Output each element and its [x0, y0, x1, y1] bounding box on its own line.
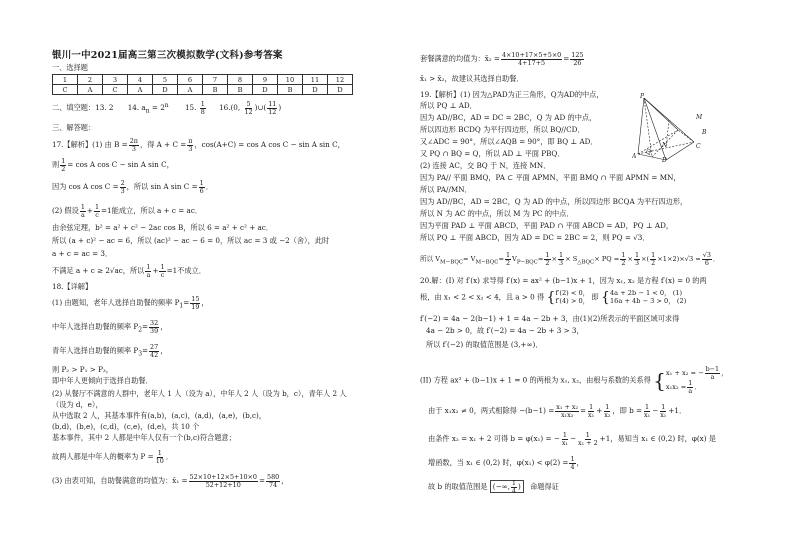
table-cell: 4 [128, 75, 153, 85]
edge-pa [638, 98, 644, 154]
q17-line-3: 因为 cos A cos C = $\frac{2}{3}$ ，所以 sin A sin C = $\frac{1}{6}$ ． [52, 179, 213, 195]
q17-line-5: 由余弦定理，b² = a² + c² − 2ac cos B，所以 6 = a² + c² + ac． [52, 223, 273, 232]
table-cell: 8 [228, 75, 253, 85]
q18-line-2: 中年人选择自助餐的频率 $P_2=$ $\frac{32}{39}$ ， [52, 319, 168, 335]
table-cell: C [103, 85, 128, 95]
table-cell: C [53, 85, 78, 95]
answer-table [52, 74, 353, 95]
q17-line-2: 则 $\frac{1}{2}$ = cos A cos C − sin A sin C， [52, 157, 174, 173]
label-n: N [662, 142, 668, 149]
table-cell: 12 [328, 75, 353, 85]
q18-line-8: 从中选取 2 人，其基本事件有(a,b)，(a,c)，(a,d)，(a,e)，(b,c)， [52, 411, 267, 420]
table-cell: B [278, 85, 303, 95]
label-m: M [696, 114, 703, 121]
q17-line-1: 17.【解析】(1) 由 B = $\frac{2\pi}{3}$ ，得 A + C = $\frac{\pi}{3}$ ，cos(A+C) = cos A cos C − sin A sin C， [52, 137, 345, 153]
q18-line-10: 基本事件，其中 2 人都是中年人仅有一个(b,c)符合题意； [52, 433, 236, 442]
q18-line-4: 则 P₂ > P₁ > P₃， [52, 365, 113, 374]
q19-heading: 19.【解析】(1) 因为△PAD为正三角形，Q为AD的中点， [420, 90, 604, 99]
table-cell: D [328, 85, 353, 95]
table-cell: A [178, 85, 203, 95]
q18-line-1: (1) 由题知，老年人选择自助餐的频率 $P_1=$ $\frac{15}{19}$ ， [52, 295, 209, 311]
table-cell: 3 [103, 75, 128, 85]
q18-continued-line-1: 套餐满意的均值为：x̄₂ = $\frac{4\times 10+17\times 5+5\times 0}{4+17+5}$ = $\frac{125}{26}$ [420, 51, 584, 67]
table-cell: 10 [278, 75, 303, 85]
q19-line-11: 所以 N 为 AC 的中点，所以 M 为 PC 的中点． [420, 209, 574, 218]
table-cell: 11 [303, 75, 328, 85]
q19-line-7: (2) 连接 AC，交 BQ 于 N，连接 MN． [420, 161, 551, 170]
q19-line-4: 所以四边形 BCDQ 为平行四边形，所以 BQ//CD． [420, 125, 585, 134]
table-cell: 6 [178, 75, 203, 85]
q19-line-6: 又 PQ ∩ BQ = Q，所以 AD ⊥ 平面 PBQ． [420, 149, 565, 158]
section-choice-heading: 一、选择题 [52, 63, 88, 72]
q20-line-5: 所以 f′(−2) 的取值范围是 (3,+∞)． [426, 340, 543, 349]
table-cell: B [228, 85, 253, 95]
q19-line-3: 因为 AD//BC，AD = DC = 2BC，Q 为 AD 的中点， [420, 113, 597, 122]
q20-line-4: 4a − 2b > 0，故 f′(−2) = 4a − 2b + 3 > 3， [426, 326, 584, 335]
q17-line-6: 所以 (a + c)² − ac = 6，所以 (ac)² − ac − 6 = 0，所以 ac = 3 或 −2（舍），此时 [52, 236, 330, 245]
table-row-numbers [53, 75, 353, 85]
q18-continued-line-2: x̄₁ > x̄₂，故建议其选择自助餐． [420, 74, 524, 83]
q19-line-9: 所以 PA//MN． [420, 185, 472, 194]
q20-line-1: 20.解：(I) 对 f′(x) 求导得 f′(x) = ax² + (b−1)x + 1，因为 x₁, x₂ 是方程 f′(x) = 0 的两 [420, 276, 707, 285]
q18-line-12: (3) 由表可知，自助餐满意的均值为：x̄₁ = $\frac{52\times 10+12\times 5+10\times 0}{52+12+10}$ = $\frac{580}{74}$ ， [52, 473, 289, 489]
table-cell: A [78, 85, 103, 95]
q18-line-3: 青年人选择自助餐的频率 $P_3=$ $\frac{27}{42}$ ， [52, 343, 168, 359]
table-cell: D [253, 85, 278, 95]
label-p: P [640, 93, 645, 100]
page-title: 银川一中2021届高三第三次模拟数学(文科)参考答案 [52, 50, 283, 61]
q20-line-6: (II) 方程 ax² + (b−1)x + 1 = 0 的两根为 x₁, x₂，由根与系数的关系得 { x₁ + x₂ = − $\frac{b-1}{a}$ ， x₁x₂ = $\frac{1}{a}$ ． [420, 365, 728, 396]
q19-line-8: 因为 PA// 平面 BMQ，PA ⊂ 平面 APMN，平面 BMQ ∩ 平面 APMN = MN， [420, 173, 681, 182]
q19-line-10: 因为 AD//BC，AD = 2BC，Q 为 AD 的中点，所以四边形 BCQA 为平行四边形， [420, 197, 688, 206]
q19-line-14: 所以 $V_{M-BQC}= V_{M-BQC}=$ $\frac{1}{2}$ $V_{P-BQC}=$ $\frac{1}{2}$ × $\frac{1}{3}$ × $S_{\triangle BQC}\times$ PQ = $\frac{1}{2}$ × $\frac{1}{3}$ ×( $\frac{1}{2}$ ×1×2)×√3 = $\frac{√3}{6}$ ． [420, 251, 720, 267]
label-a: A [632, 153, 637, 160]
table-row-answers [53, 85, 353, 95]
q20-line-10: 故 b 的取值范围是 (−∞, $\frac{1}{4}$ ) 命题得证 [428, 479, 559, 495]
q18-heading: 18.【详解】 [52, 282, 93, 291]
table-cell: 2 [78, 75, 103, 85]
q18-line-7: （设为 d，e）， [52, 400, 103, 409]
q18-line-11: 故两人都是中年人的概率为 P = $\frac{1}{10}$ ． [52, 449, 174, 465]
table-cell: D [153, 85, 178, 95]
q20-line-8: 由条件 x₂ = x₁ + 2 可得 b = φ(x₁) = − $\frac{1}{\text{x₁}}$ − $\frac{1}{\text{x₁ + 2}}$ +1，易知当 x₁ ∈ (0,2) 时，φ(x) 是 [428, 431, 716, 447]
table-cell: 1 [53, 75, 78, 85]
q17-line-4: (2) 假设 $\frac{1}{a}$ + $\frac{1}{c}$ =1能成立，所以 a + c = ac． [52, 203, 203, 219]
label-q: Q [646, 149, 651, 156]
table-cell: A [128, 85, 153, 95]
edge-pb [644, 98, 678, 130]
label-c: C [696, 143, 701, 150]
q19-line-12: 因为平面 PAD ⊥ 平面 ABCD，平面 PAD ∩ 平面 ABCD = AD，PQ ⊥ AD， [420, 221, 674, 230]
q20-line-2: 根，由 x₁ < 2 < x₂ < 4，且 a > 0 得 { f′(2) < 0， f′(4) > 0， 即 { 4a + 2b − 1 < 0， (1) 16a + 4b − 3 > 0， (2) [420, 289, 687, 306]
q19-line-13: 所以 PQ ⊥ 平面 ABCD，因为 AD = DC = 2BC = 2，则 PQ = √3． [420, 233, 650, 242]
table-cell: 7 [203, 75, 228, 85]
table-cell: 5 [153, 75, 178, 85]
table-cell: B [203, 85, 228, 95]
label-d: D [662, 157, 667, 162]
q18-line-5: 即中年人更倾向于选择自助餐． [52, 376, 153, 385]
fill-blank-line: 二、填空题：13. 2 14. $a_n = 2^n$ 15. $\frac{1}{8}$ 16.(0, $\frac{5}{12}$ )∪( $\frac{11}{12}$ ) [52, 100, 282, 116]
q19-line-5: 又∠ADC = 90°，所以∠AQB = 90°，即 BQ ⊥ AD． [420, 137, 598, 146]
q17-line-7: a + c = ac = 3． [52, 249, 113, 258]
table-cell: 9 [253, 75, 278, 85]
q19-line-2: 所以 PQ ⊥ AD． [420, 101, 477, 110]
table-cell: D [303, 85, 328, 95]
q20-line-3: f′(−2) = 4a − 2(b−1) + 1 = 4a − 2b + 3，由(1)(2)所表示的平面区域可求得 [420, 314, 680, 323]
q18-line-9: (b,d)，(b,e)，(c,d)，(c,e)，(d,e)，共 10 个 [52, 422, 200, 431]
label-b: B [702, 129, 707, 136]
q20-line-9: 增函数，当 x₁ ∈ (0,2) 时，φ(x₁) < φ(2) = $\frac{1}{4}$ ， [428, 455, 584, 471]
section-solution-heading: 三、解答题： [52, 123, 96, 132]
q18-line-6: (2) 从餐厅不满意的人群中，老年人 1 人（设为 a），中年人 2 人（设为 b，c），青年人 2 人 [52, 389, 347, 398]
pyramid-figure [632, 92, 712, 162]
q17-line-8: 不满足 a + c ≥ 2√ac，所以 $\frac{1}{a}$ + $\frac{1}{c}$ =1不成立． [52, 263, 206, 279]
q20-line-7: 由于 x₁x₂ ≠ 0，两式相除得 −(b−1) = $\frac{\text{x₁ + x₂}}{\text{x₁x₂}}$ = $\frac{1}{\text{x₁}}$ + $\frac{1}{\text{x₂}}$ ，即 b = $\frac{1}{\text{x₁}}$ − $\frac{1}{\text{x₁}}$ +1． [428, 403, 687, 419]
